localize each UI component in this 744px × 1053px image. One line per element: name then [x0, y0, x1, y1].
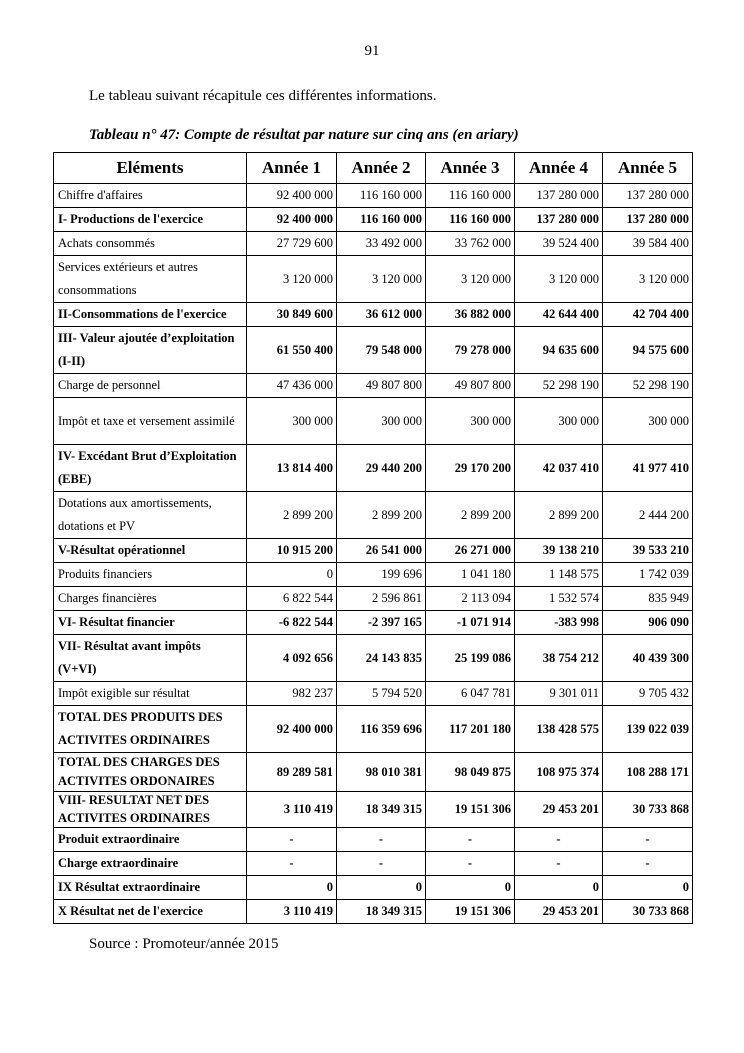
cell-year-4: 42 644 400 — [515, 303, 603, 327]
cell-year-1: 2 899 200 — [247, 492, 337, 539]
cell-year-1: 6 822 544 — [247, 587, 337, 611]
cell-year-5: 139 022 039 — [603, 706, 693, 753]
cell-year-3: 79 278 000 — [426, 327, 515, 374]
cell-year-1: 300 000 — [247, 398, 337, 445]
cell-year-4: -383 998 — [515, 611, 603, 635]
cell-year-3: 26 271 000 — [426, 539, 515, 563]
cell-year-2: 199 696 — [337, 563, 426, 587]
cell-year-1: 0 — [247, 876, 337, 900]
table-row — [54, 635, 693, 682]
cell-year-1: 3 120 000 — [247, 256, 337, 303]
cell-year-1: 61 550 400 — [247, 327, 337, 374]
cell-year-3: 19 151 306 — [426, 792, 515, 828]
cell-year-3: 3 120 000 — [426, 256, 515, 303]
cell-year-4: 3 120 000 — [515, 256, 603, 303]
cell-year-1: 92 400 000 — [247, 208, 337, 232]
source-note: Source : Promoteur/année 2015 — [89, 936, 279, 952]
cell-year-4: 2 899 200 — [515, 492, 603, 539]
table-row — [54, 792, 693, 828]
cell-year-5: 30 733 868 — [603, 900, 693, 924]
cell-year-2: 24 143 835 — [337, 635, 426, 682]
cell-year-5: 39 584 400 — [603, 232, 693, 256]
cell-year-2: 3 120 000 — [337, 256, 426, 303]
row-label: Charges financières — [54, 587, 247, 611]
cell-year-1: 47 436 000 — [247, 374, 337, 398]
cell-year-5: 137 280 000 — [603, 184, 693, 208]
cell-year-2: 2 899 200 — [337, 492, 426, 539]
table-row — [54, 611, 693, 635]
cell-year-3: 1 041 180 — [426, 563, 515, 587]
cell-year-3: 29 170 200 — [426, 445, 515, 492]
table-row — [54, 303, 693, 327]
row-label: II-Consommations de l'exercice — [54, 303, 247, 327]
table-row — [54, 232, 693, 256]
table-row — [54, 208, 693, 232]
cell-year-4: 300 000 — [515, 398, 603, 445]
cell-year-3: 98 049 875 — [426, 753, 515, 792]
cell-year-2: 0 — [337, 876, 426, 900]
cell-year-3: 36 882 000 — [426, 303, 515, 327]
cell-year-4: 29 453 201 — [515, 900, 603, 924]
cell-year-2: 18 349 315 — [337, 792, 426, 828]
cell-year-1: 3 110 419 — [247, 900, 337, 924]
cell-year-3: 300 000 — [426, 398, 515, 445]
table-caption: Tableau n° 47: Compte de résultat par nature sur cinq ans (en ariary) — [89, 127, 519, 143]
table-row — [54, 327, 693, 374]
cell-year-1: 13 814 400 — [247, 445, 337, 492]
cell-year-5: 835 949 — [603, 587, 693, 611]
income-statement-table — [53, 152, 693, 924]
cell-year-5: 94 575 600 — [603, 327, 693, 374]
cell-year-4: 108 975 374 — [515, 753, 603, 792]
cell-year-4: 39 138 210 — [515, 539, 603, 563]
cell-year-2: 2 596 861 — [337, 587, 426, 611]
cell-year-5: 108 288 171 — [603, 753, 693, 792]
cell-year-4: 1 532 574 — [515, 587, 603, 611]
row-label: Produits financiers — [54, 563, 247, 587]
cell-year-5: 3 120 000 — [603, 256, 693, 303]
cell-year-2: 300 000 — [337, 398, 426, 445]
cell-year-4: 138 428 575 — [515, 706, 603, 753]
cell-year-4: 0 — [515, 876, 603, 900]
cell-year-4: - — [515, 828, 603, 852]
cell-year-1: -6 822 544 — [247, 611, 337, 635]
table-row — [54, 256, 693, 303]
cell-year-1: 4 092 656 — [247, 635, 337, 682]
table-row — [54, 563, 693, 587]
cell-year-4: 137 280 000 — [515, 184, 603, 208]
row-label: X Résultat net de l'exercice — [54, 900, 247, 924]
cell-year-3: 49 807 800 — [426, 374, 515, 398]
row-label: Achats consommés — [54, 232, 247, 256]
cell-year-2: 18 349 315 — [337, 900, 426, 924]
cell-year-4: 39 524 400 — [515, 232, 603, 256]
cell-year-1: 30 849 600 — [247, 303, 337, 327]
table-row — [54, 374, 693, 398]
row-label: I- Productions de l'exercice — [54, 208, 247, 232]
cell-year-5: 40 439 300 — [603, 635, 693, 682]
row-label: Produit extraordinaire — [54, 828, 247, 852]
cell-year-5: - — [603, 828, 693, 852]
cell-year-4: 1 148 575 — [515, 563, 603, 587]
page-number: 91 — [364, 43, 380, 59]
cell-year-2: - — [337, 828, 426, 852]
row-label: VI- Résultat financier — [54, 611, 247, 635]
cell-year-3: 0 — [426, 876, 515, 900]
cell-year-5: 9 705 432 — [603, 682, 693, 706]
table-row — [54, 753, 693, 792]
row-label: TOTAL DES CHARGES DES ACTIVITES ORDONAIRES — [54, 753, 247, 792]
header-year-1: Année 1 — [247, 153, 337, 184]
table-row — [54, 539, 693, 563]
cell-year-1: - — [247, 828, 337, 852]
cell-year-5: 0 — [603, 876, 693, 900]
cell-year-5: 300 000 — [603, 398, 693, 445]
cell-year-1: 0 — [247, 563, 337, 587]
cell-year-4: 29 453 201 — [515, 792, 603, 828]
cell-year-2: 116 160 000 — [337, 184, 426, 208]
cell-year-3: 2 899 200 — [426, 492, 515, 539]
row-label: Charge de personnel — [54, 374, 247, 398]
intro-text: Le tableau suivant récapitule ces différentes informations. — [89, 88, 437, 104]
cell-year-5: 42 704 400 — [603, 303, 693, 327]
cell-year-2: 33 492 000 — [337, 232, 426, 256]
cell-year-5: 41 977 410 — [603, 445, 693, 492]
table-row — [54, 706, 693, 753]
cell-year-5: 906 090 — [603, 611, 693, 635]
cell-year-1: 89 289 581 — [247, 753, 337, 792]
row-label: IX Résultat extraordinaire — [54, 876, 247, 900]
table-row — [54, 398, 693, 445]
row-label: VII- Résultat avant impôts (V+VI) — [54, 635, 247, 682]
cell-year-4: 52 298 190 — [515, 374, 603, 398]
cell-year-3: 117 201 180 — [426, 706, 515, 753]
row-label: V-Résultat opérationnel — [54, 539, 247, 563]
cell-year-2: 116 160 000 — [337, 208, 426, 232]
table-row — [54, 900, 693, 924]
cell-year-5: 1 742 039 — [603, 563, 693, 587]
row-label: Services extérieurs et autres consommations — [54, 256, 247, 303]
cell-year-2: 79 548 000 — [337, 327, 426, 374]
table-row — [54, 184, 693, 208]
row-label: Impôt et taxe et versement assimilé — [54, 398, 247, 445]
cell-year-4: 42 037 410 — [515, 445, 603, 492]
cell-year-1: 92 400 000 — [247, 706, 337, 753]
table-row — [54, 492, 693, 539]
cell-year-2: 26 541 000 — [337, 539, 426, 563]
row-label: VIII- RESULTAT NET DES ACTIVITES ORDINAIRES — [54, 792, 247, 828]
cell-year-5: 30 733 868 — [603, 792, 693, 828]
table-row — [54, 445, 693, 492]
cell-year-4: 137 280 000 — [515, 208, 603, 232]
cell-year-3: 25 199 086 — [426, 635, 515, 682]
row-label: Impôt exigible sur résultat — [54, 682, 247, 706]
cell-year-3: -1 071 914 — [426, 611, 515, 635]
row-label: III- Valeur ajoutée d’exploitation (I-II) — [54, 327, 247, 374]
cell-year-1: 27 729 600 — [247, 232, 337, 256]
table-row — [54, 828, 693, 852]
header-year-5: Année 5 — [603, 153, 693, 184]
row-label: Dotations aux amortissements, dotations et PV — [54, 492, 247, 539]
cell-year-3: 2 113 094 — [426, 587, 515, 611]
cell-year-3: 116 160 000 — [426, 184, 515, 208]
cell-year-2: 29 440 200 — [337, 445, 426, 492]
cell-year-3: 6 047 781 — [426, 682, 515, 706]
cell-year-2: -2 397 165 — [337, 611, 426, 635]
cell-year-2: 5 794 520 — [337, 682, 426, 706]
cell-year-4: - — [515, 852, 603, 876]
row-label: IV- Excédant Brut d’Exploitation (EBE) — [54, 445, 247, 492]
header-year-4: Année 4 — [515, 153, 603, 184]
cell-year-5: - — [603, 852, 693, 876]
table-header-row — [54, 153, 693, 184]
row-label: TOTAL DES PRODUITS DES ACTIVITES ORDINAIRES — [54, 706, 247, 753]
header-year-2: Année 2 — [337, 153, 426, 184]
table-row — [54, 587, 693, 611]
cell-year-1: 10 915 200 — [247, 539, 337, 563]
cell-year-3: 116 160 000 — [426, 208, 515, 232]
cell-year-1: 92 400 000 — [247, 184, 337, 208]
cell-year-4: 38 754 212 — [515, 635, 603, 682]
cell-year-1: 982 237 — [247, 682, 337, 706]
cell-year-2: 98 010 381 — [337, 753, 426, 792]
row-label: Charge extraordinaire — [54, 852, 247, 876]
table-row — [54, 876, 693, 900]
cell-year-5: 39 533 210 — [603, 539, 693, 563]
table-row — [54, 852, 693, 876]
header-year-3: Année 3 — [426, 153, 515, 184]
row-label: Chiffre d'affaires — [54, 184, 247, 208]
cell-year-3: - — [426, 828, 515, 852]
cell-year-2: 116 359 696 — [337, 706, 426, 753]
cell-year-5: 2 444 200 — [603, 492, 693, 539]
cell-year-2: - — [337, 852, 426, 876]
header-elements: Eléments — [54, 153, 247, 184]
cell-year-3: - — [426, 852, 515, 876]
cell-year-3: 19 151 306 — [426, 900, 515, 924]
cell-year-1: 3 110 419 — [247, 792, 337, 828]
table-row — [54, 682, 693, 706]
cell-year-2: 49 807 800 — [337, 374, 426, 398]
cell-year-5: 52 298 190 — [603, 374, 693, 398]
cell-year-4: 94 635 600 — [515, 327, 603, 374]
cell-year-2: 36 612 000 — [337, 303, 426, 327]
cell-year-1: - — [247, 852, 337, 876]
cell-year-5: 137 280 000 — [603, 208, 693, 232]
cell-year-4: 9 301 011 — [515, 682, 603, 706]
cell-year-3: 33 762 000 — [426, 232, 515, 256]
